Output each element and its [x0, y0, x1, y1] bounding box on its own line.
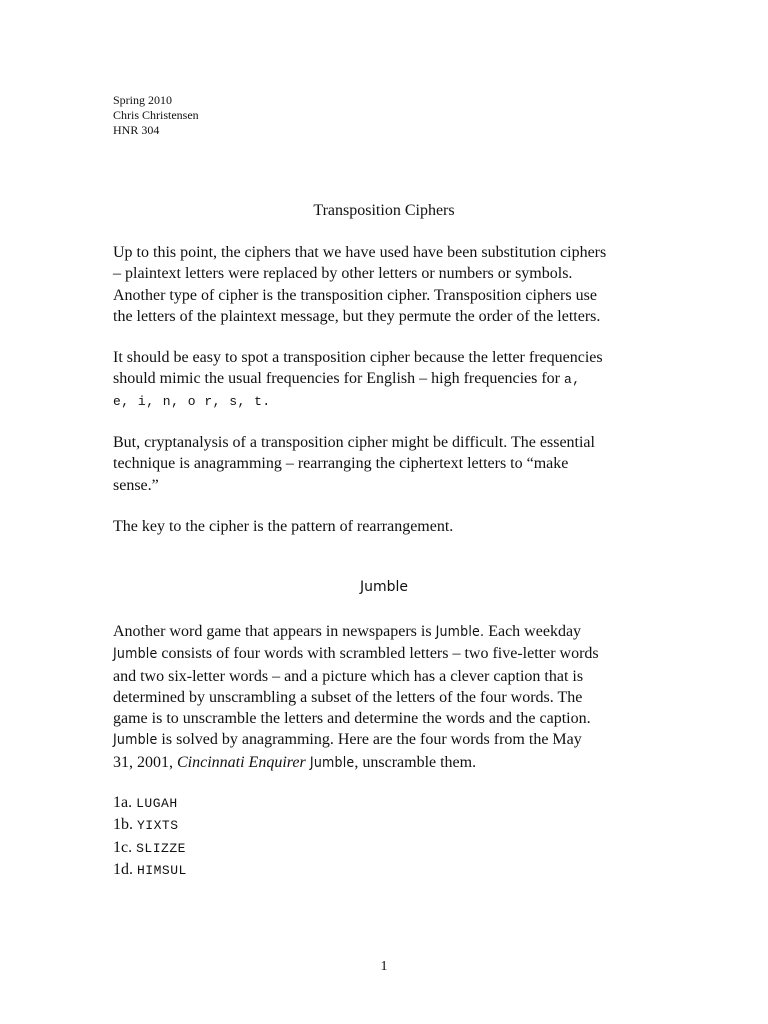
paragraph-text: should mimic the usual frequencies for English – high frequencies for — [113, 370, 564, 388]
paragraph-line: and two six-letter words – and a picture which has a clever caption that is — [113, 667, 584, 685]
list-item — [113, 792, 187, 814]
newspaper-name: Cincinnati Enquirer — [177, 753, 306, 771]
paragraph-line: determined by unscrambling a subset of the letters of the four words. The — [113, 688, 583, 706]
puzzle-label: 1a. — [113, 794, 137, 811]
puzzle-list — [113, 792, 187, 881]
jumble-word: Jumble — [113, 732, 158, 749]
letters-mono: a, — [564, 372, 581, 388]
paragraph-line: game is to unscramble the letters and determine the words and the caption. — [113, 710, 591, 728]
header-author: Chris Christensen — [113, 108, 199, 122]
section-heading-jumble: Jumble — [359, 579, 409, 595]
paragraph-line: Another type of cipher is the transposition cipher. Transposition ciphers use — [113, 286, 597, 304]
document-header — [113, 93, 199, 138]
letters-mono-line: e, i, n, o r, s, t. — [113, 393, 271, 409]
paragraph-line — [113, 752, 673, 774]
list-item — [113, 859, 187, 881]
scrambled-word: SLIZZE — [136, 840, 186, 856]
paragraph-line: Up to this point, the ciphers that we have used have been substitution ciphers — [113, 244, 607, 261]
header-term: Spring 2010 — [113, 93, 173, 107]
paragraph-key — [113, 516, 673, 537]
paragraph-line — [113, 368, 673, 390]
jumble-word: Jumble — [305, 754, 355, 771]
paragraph-text: is solved by anagramming. Here are the four words from the May — [157, 731, 582, 749]
scrambled-word: YIXTS — [137, 818, 179, 834]
paragraph-line: But, cryptanalysis of a transposition cipher might be difficult. The essential — [113, 434, 595, 451]
paragraph-line — [113, 621, 673, 643]
paragraph-frequencies — [113, 347, 673, 412]
paragraph-line: technique is anagramming – rearranging the ciphertext letters to “make — [113, 455, 569, 473]
paragraph-text: , unscramble them. — [354, 753, 477, 771]
puzzle-label: 1c. — [113, 838, 137, 856]
page-number: 1 — [380, 959, 388, 974]
list-item — [113, 837, 187, 859]
puzzle-label: 1d. — [113, 860, 137, 878]
paragraph-jumble — [113, 621, 673, 774]
paragraph-line: It should be easy to spot a transposition cipher because the letter frequencies — [113, 349, 603, 366]
paragraph-line: – plaintext letters were replaced by other letters or numbers or symbols. — [113, 265, 573, 283]
paragraph-line: sense.” — [113, 476, 159, 494]
paragraph-text: consists of four words with scrambled letters – two five-letter words — [157, 645, 599, 663]
paragraph-text: Another word game that appears in newspapers is — [113, 623, 436, 640]
list-item — [113, 814, 187, 836]
paragraph-line: The key to the cipher is the pattern of rearrangement. — [113, 518, 454, 535]
paragraph-line — [113, 643, 673, 665]
jumble-word: Jumble. — [435, 624, 485, 640]
paragraph-text: 31, 2001, — [113, 753, 177, 771]
header-course: HNR 304 — [113, 123, 160, 137]
puzzle-label: 1b. — [113, 816, 137, 834]
paragraph-intro — [113, 242, 673, 327]
jumble-word: Jumble — [113, 646, 158, 663]
scrambled-word: LUGAH — [136, 796, 178, 811]
document-title: Transposition Ciphers — [313, 202, 455, 219]
paragraph-text: Each weekday — [484, 623, 582, 640]
paragraph-line: the letters of the plaintext message, but they permute the order of the letters. — [113, 307, 601, 325]
paragraph-line — [113, 729, 673, 751]
scrambled-word: HIMSUL — [137, 862, 187, 878]
paragraph-cryptanalysis — [113, 432, 673, 496]
